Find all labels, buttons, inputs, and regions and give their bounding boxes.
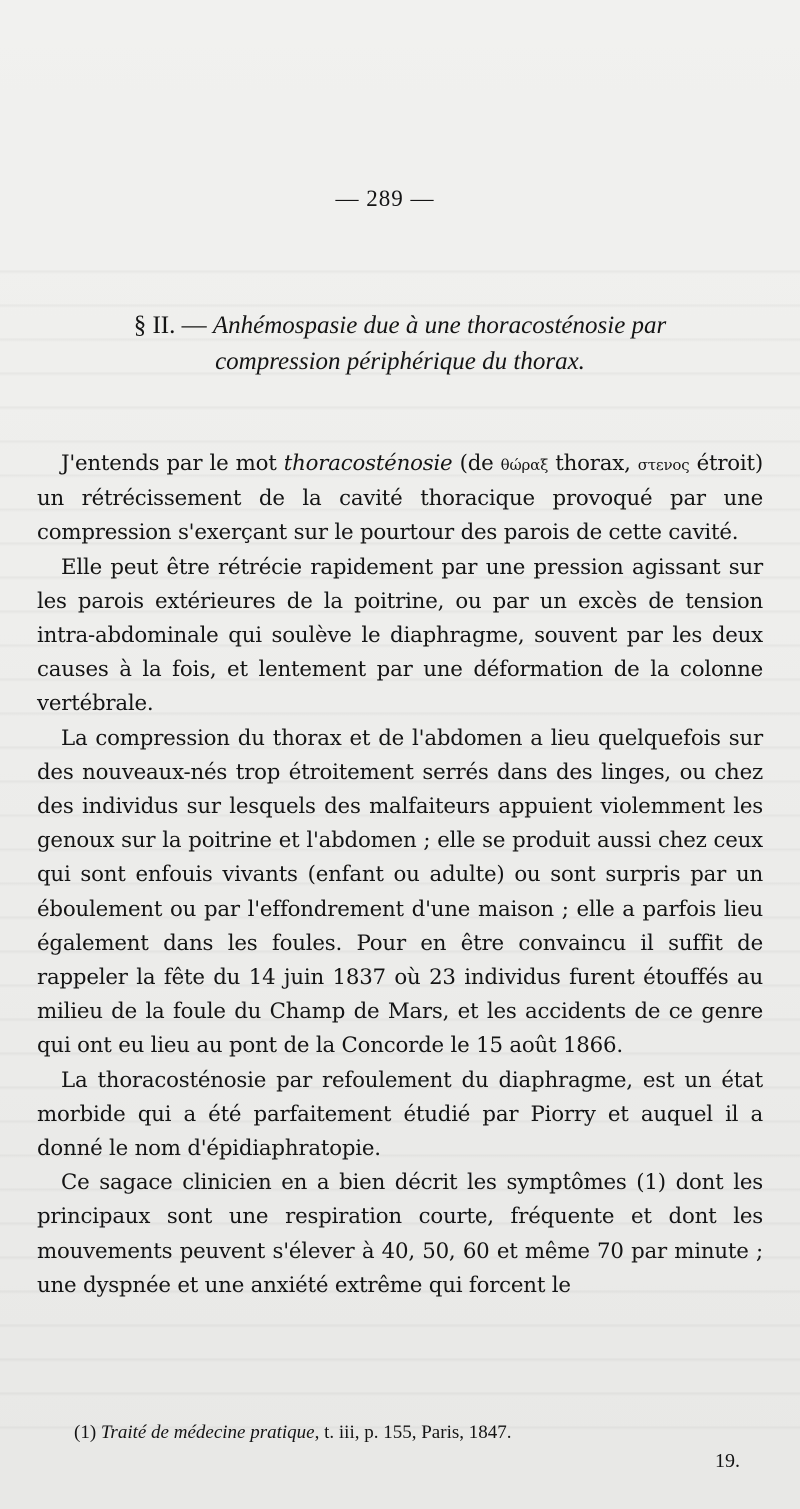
section-title-line-2: compression périphérique du thorax. bbox=[215, 348, 585, 375]
paragraph-1-intro: J'entends par le mot bbox=[61, 451, 284, 476]
paragraph-3: La compression du thorax et de l'abdomen a lieu quelquefois sur des nouveaux-nés trop étroitement serrés dans des linges, ou chez des individus sur lesquels des malfaiteurs appuient violemment les genoux sur la poitrine et l'abdomen ; elle se produit aussi chez ceux qui sont enfouis vivants (enfant ou adulte) ou sont surpris par un éboulement ou par l'effondrement d'une maison ; elle a parfois lieu également dans les foules. Pour en être convaincu il suffit de rappeler la fête du 14 juin 1837 où 23 individus furent étouffés au milieu de la foule du Champ de Mars, et les accidents de ce genre qui ont eu lieu au pont de la Concorde le 15 août 1866. bbox=[37, 725, 763, 1059]
paragraph-1 bbox=[37, 447, 763, 551]
section-number: § II. — bbox=[133, 312, 213, 339]
greek-word-thorax: θώραξ bbox=[500, 456, 549, 474]
signature-mark: 19. bbox=[715, 1450, 740, 1472]
paragraph-1-rest: étroit) un rétrécissement de la cavité thoracique provoqué par une compression s'exerçant sur le pourtour des parois de cette cavité. bbox=[37, 451, 764, 546]
paragraph-2: Elle peut être rétrécie rapidement par une pression agissant sur les parois extérieures de la poitrine, ou par un excès de tension intra-abdominale qui soulève le diaphragme, souvent par les deux causes à la fois, et lentement par une déformation de la colonne vertébrale. bbox=[37, 554, 763, 717]
page-number: — 289 — bbox=[335, 186, 435, 211]
term-thoracostenosie: thoracosténosie bbox=[283, 451, 453, 476]
footnote bbox=[74, 1420, 714, 1446]
section-title-line-1: Anhémospasie due à une thoracosténosie par bbox=[212, 312, 667, 339]
gloss-thorax: thorax, bbox=[548, 451, 638, 476]
paragraph-1-paren: (de bbox=[452, 451, 501, 476]
footnote-marker: (1) bbox=[74, 1422, 101, 1443]
paragraph-5: Ce sagace clinicien en a bien décrit les symptômes (1) dont les principaux sont une respiration courte, fréquente et dont les mouvements peuvent s'élever à 40, 50, 60 et même 70 par minute ; une dyspnée et une anxiété extrême qui forcent le bbox=[37, 1170, 763, 1298]
footnote-title: Traité de médecine pratique bbox=[100, 1422, 315, 1443]
section-heading bbox=[60, 308, 740, 380]
body-text bbox=[37, 447, 763, 1303]
paragraph-4: La thoracosténosie par refoulement du diaphragme, est un état morbide qui a été parfaitement étudié par Piorry et auquel il a donné le nom d'épidiaphratopie. bbox=[37, 1067, 763, 1162]
footnote-reference: , t. iii, p. 155, Paris, 1847. bbox=[314, 1422, 512, 1443]
greek-word-stenos: στενος bbox=[637, 456, 690, 474]
section-heading-line-1 bbox=[60, 308, 740, 344]
